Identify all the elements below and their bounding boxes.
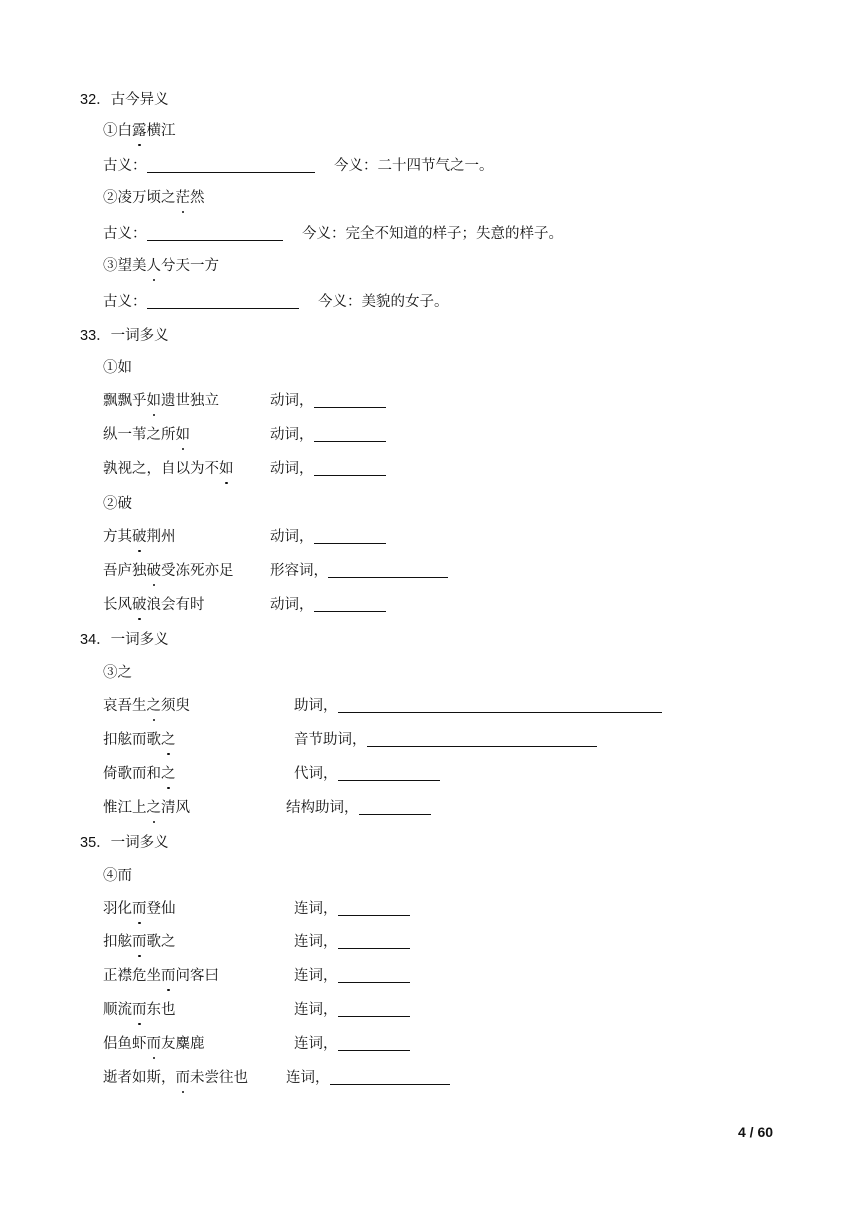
q32-item-1: ①白露横江: [103, 123, 176, 139]
q33-line: 纵一苇之所如: [103, 427, 190, 443]
q32-title: 32．古今异义: [80, 92, 169, 108]
q35-line-answer: 连词，: [294, 932, 410, 952]
q33-line-answer: 形容词，: [270, 561, 448, 581]
q32-modern-3: 今义：美貌的女子。: [318, 294, 449, 310]
emphasis-dot: 破: [132, 597, 147, 613]
q32-modern-1: 今义：二十四节气之一。: [334, 158, 494, 174]
q32-answer-1: 古义：: [103, 156, 315, 176]
page-number: 4 / 60: [738, 1124, 774, 1140]
q32-modern-2: 今义：完全不知道的样子；失意的样子。: [302, 226, 563, 242]
answer-blank[interactable]: [314, 461, 386, 476]
emphasis-dot: 之: [161, 766, 176, 782]
answer-blank[interactable]: [314, 393, 386, 408]
emphasis-dot: 如: [219, 461, 234, 477]
answer-blank[interactable]: [338, 1002, 410, 1017]
answer-blank[interactable]: [328, 563, 448, 578]
q34-line: 惟江上之清风: [103, 800, 190, 816]
q34-line-answer: 代词，: [294, 764, 440, 784]
emphasis-dot: 如: [175, 427, 190, 443]
marker: ①: [103, 123, 118, 139]
answer-blank[interactable]: [338, 934, 410, 949]
answer-blank[interactable]: [147, 158, 315, 173]
q33-line: 飘飘乎如遗世独立: [103, 393, 219, 409]
q34-line: 扣舷而歌之: [103, 732, 176, 748]
emphasis-dot: 人: [146, 258, 161, 274]
answer-blank[interactable]: [338, 766, 440, 781]
q34-line-answer: 结构助词，: [286, 798, 431, 818]
answer-blank[interactable]: [338, 901, 410, 916]
answer-blank[interactable]: [314, 529, 386, 544]
q35-line-answer: 连词，: [286, 1068, 450, 1088]
q33-group-head-1: ①如: [103, 360, 132, 376]
q34-head: ③之: [103, 665, 132, 681]
q35-title: 35．一词多义: [80, 835, 169, 851]
emphasis-dot: 茫: [175, 190, 190, 206]
q35-line-answer: 连词，: [294, 1000, 410, 1020]
emphasis-dot: 破: [132, 529, 147, 545]
emphasis-dot: 而: [175, 1070, 190, 1086]
answer-blank[interactable]: [338, 698, 662, 713]
answer-blank[interactable]: [314, 427, 386, 442]
answer-blank[interactable]: [147, 294, 299, 309]
q34-line: 哀吾生之须臾: [103, 698, 190, 714]
answer-blank[interactable]: [338, 1036, 410, 1051]
q33-line-answer: 动词，: [270, 391, 386, 411]
q35-head: ④而: [103, 868, 132, 884]
q35-line: 逝者如斯，而未尝往也: [103, 1070, 248, 1086]
emphasis-dot: 而: [146, 1036, 161, 1052]
answer-blank[interactable]: [147, 226, 283, 241]
q35-line: 顺流而东也: [103, 1002, 176, 1018]
emphasis-dot: 破: [146, 563, 161, 579]
q34-line-answer: 助词，: [294, 696, 662, 716]
q35-line: 侣鱼虾而友麋鹿: [103, 1036, 205, 1052]
emphasis-dot: 之: [146, 698, 161, 714]
q34-line: 倚歌而和之: [103, 766, 176, 782]
q33-line: 方其破荆州: [103, 529, 176, 545]
q33-group-head-2: ②破: [103, 496, 132, 512]
emphasis-dot: 之: [146, 800, 161, 816]
q34-line-answer: 音节助词，: [294, 730, 597, 750]
q33-line: 吾庐独破受冻死亦足: [103, 563, 234, 579]
answer-blank[interactable]: [338, 968, 410, 983]
q32-answer-2: 古义：: [103, 224, 283, 244]
q32-item-3: ③望美人兮天一方: [103, 258, 219, 274]
answer-blank[interactable]: [314, 597, 386, 612]
emphasis-dot: 如: [146, 393, 161, 409]
q33-line: 长风破浪会有时: [103, 597, 205, 613]
q33-line: 孰视之，自以为不如: [103, 461, 234, 477]
q33-title: 33．一词多义: [80, 328, 169, 344]
q35-line-answer: 连词，: [294, 899, 410, 919]
q34-title: 34．一词多义: [80, 632, 169, 648]
q35-line: 正襟危坐而问客曰: [103, 968, 219, 984]
q32-answer-3: 古义：: [103, 292, 299, 312]
emphasis-dot: 之: [161, 732, 176, 748]
emphasis-dot: 露: [132, 123, 147, 139]
q35-line-answer: 连词，: [294, 1034, 410, 1054]
emphasis-dot: 而: [132, 901, 147, 917]
q33-line-answer: 动词，: [270, 595, 386, 615]
q33-line-answer: 动词，: [270, 459, 386, 479]
answer-blank[interactable]: [330, 1070, 450, 1085]
q35-line: 羽化而登仙: [103, 901, 176, 917]
emphasis-dot: 而: [132, 1002, 147, 1018]
answer-blank[interactable]: [367, 732, 597, 747]
q33-line-answer: 动词，: [270, 425, 386, 445]
q32-item-2: ②凌万顷之茫然: [103, 190, 205, 206]
answer-blank[interactable]: [359, 800, 431, 815]
q35-line-answer: 连词，: [294, 966, 410, 986]
emphasis-dot: 而: [132, 934, 147, 950]
q33-line-answer: 动词，: [270, 527, 386, 547]
emphasis-dot: 而: [161, 968, 176, 984]
q35-line: 扣舷而歌之: [103, 934, 176, 950]
